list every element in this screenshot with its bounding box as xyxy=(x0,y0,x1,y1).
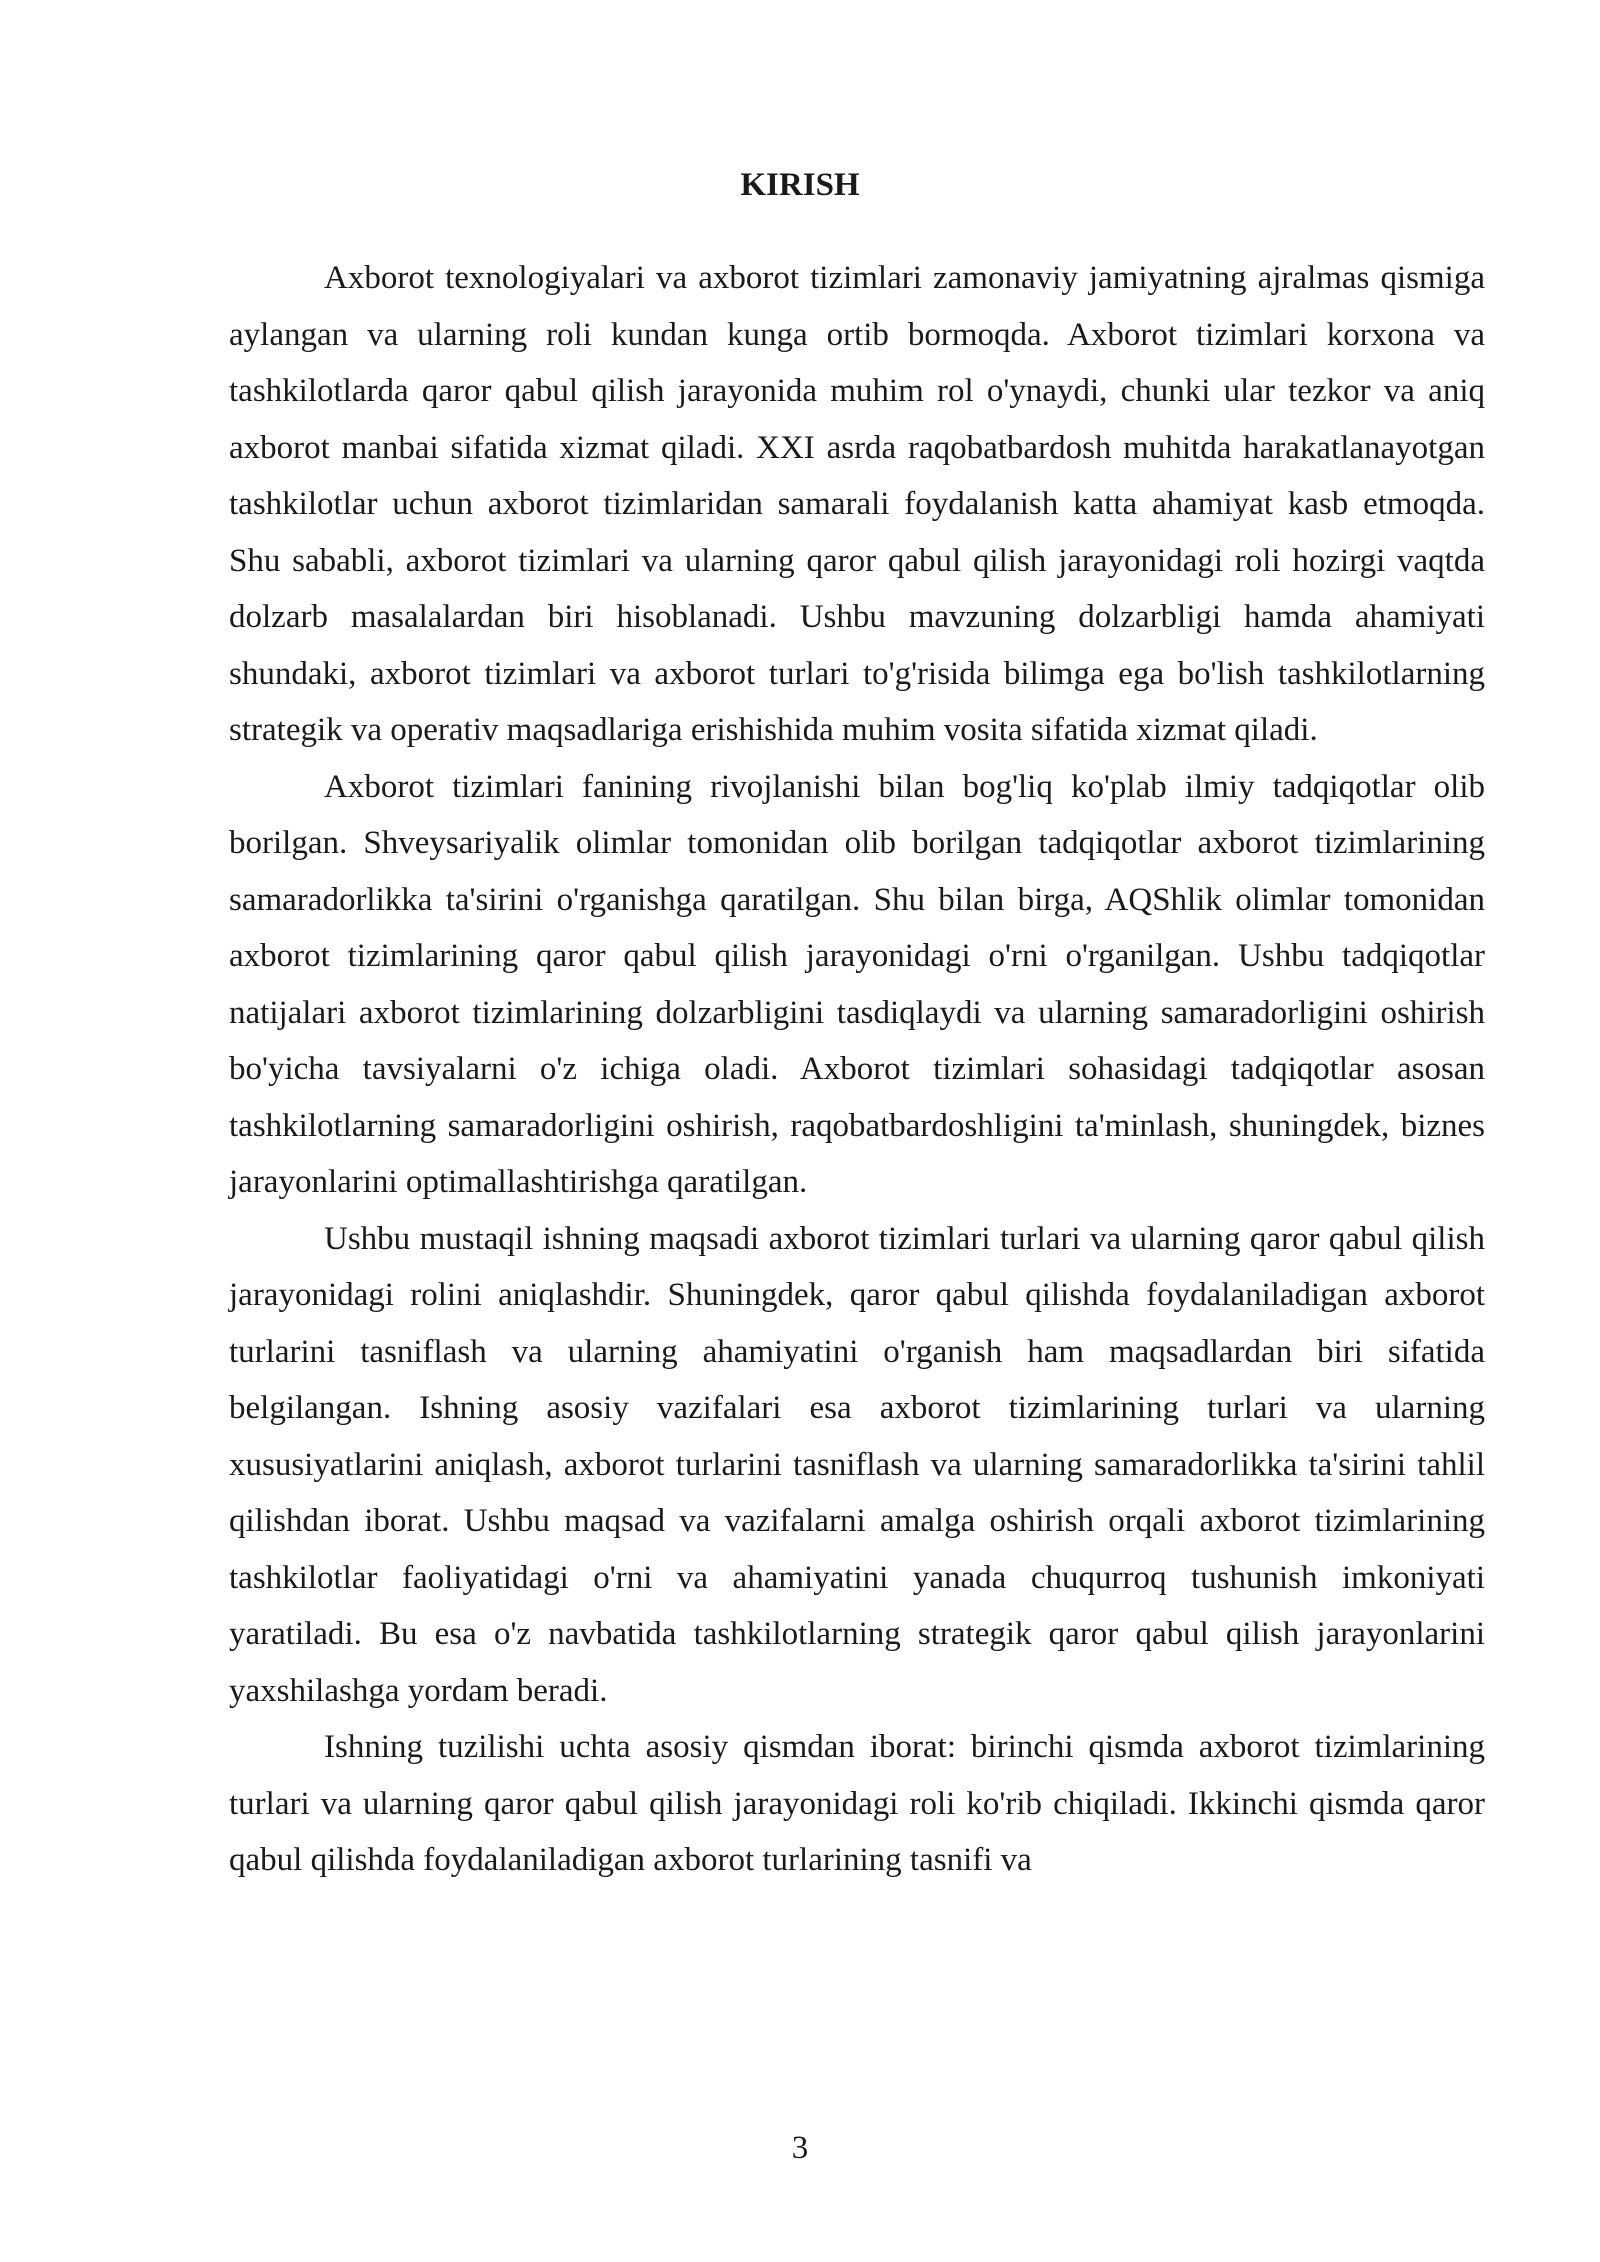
document-body xyxy=(229,250,1485,1889)
page-number: 3 xyxy=(791,2130,809,2166)
page-title: KIRISH xyxy=(740,167,860,203)
paragraph-4: Ishning tuzilishi uchta asosiy qismdan iborat: birinchi qismda axborot tizimlarining turlari va ularning qaror qabul qilish jarayonidagi roli ko'rib chiqiladi. Ikkinchi qismda qaror qabul qilishda foydalaniladigan axborot turlarining tasnifi va xyxy=(229,1729,1485,1878)
paragraph-3: Ushbu mustaqil ishning maqsadi axborot tizimlari turlari va ularning qaror qabul qilish jarayonidagi rolini aniqlashdir. Shuningdek, qaror qabul qilishda foydalaniladigan axborot turlarini tasniflash va ularning ahamiyatini o'rganish ham maqsadlardan biri sifatida belgilangan. Ishning asosiy vazifalari esa axborot tizimlarining turlari va ularning xususiyatlarini aniqlash, axborot turlarini tasniflash va ularning samaradorlikka ta'sirini tahlil qilishdan iborat. Ushbu maqsad va vazifalarni amalga oshirish orqali axborot tizimlarining tashkilotlar faoliyatidagi o'rni va ahamiyatini yanada chuqurroq tushunish imkoniyati yaratiladi. Bu esa o'z navbatida tashkilotlarning strategik qaror qabul qilish jarayonlarini yaxshilashga yordam beradi. xyxy=(229,1220,1485,1709)
paragraph-1: Axborot texnologiyalari va axborot tizimlari zamonaviy jamiyatning ajralmas qismiga aylangan va ularning roli kundan kunga ortib bormoqda. Axborot tizimlari korxona va tashkilotlarda qaror qabul qilish jarayonida muhim rol o'ynaydi, chunki ular tezkor va aniq axborot manbai sifatida xizmat qiladi. XXI asrda raqobatbardosh muhitda harakatlanayotgan tashkilotlar uchun axborot tizimlaridan samarali foydalanish katta ahamiyat kasb etmoqda. Shu sababli, axborot tizimlari va ularning qaror qabul qilish jarayonidagi roli hozirgi vaqtda dolzarb masalalardan biri hisoblanadi. Ushbu mavzuning dolzarbligi hamda ahamiyati shundaki, axborot tizimlari va axborot turlari to'g'risida bilimga ega bo'lish tashkilotlarning strategik va operativ maqsadlariga erishishida muhim vosita sifatida xizmat qiladi. xyxy=(229,260,1485,748)
paragraph-2: Axborot tizimlari fanining rivojlanishi bilan bog'liq ko'plab ilmiy tadqiqotlar olib borilgan. Shveysariyalik olimlar tomonidan olib borilgan tadqiqotlar axborot tizimlarining samaradorlikka ta'sirini o'rganishga qaratilgan. Shu bilan birga, AQShlik olimlar tomonidan axborot tizimlarining qaror qabul qilish jarayonidagi o'rni o'rganilgan. Ushbu tadqiqotlar natijalari axborot tizimlarining dolzarbligini tasdiqlaydi va ularning samaradorligini oshirish bo'yicha tavsiyalarni o'z ichiga oladi. Axborot tizimlari sohasidagi tadqiqotlar asosan tashkilotlarning samaradorligini oshirish, raqobatbardoshligini ta'minlash, shuningdek, biznes jarayonlarini optimallashtirishga qaratilgan. xyxy=(229,768,1485,1200)
